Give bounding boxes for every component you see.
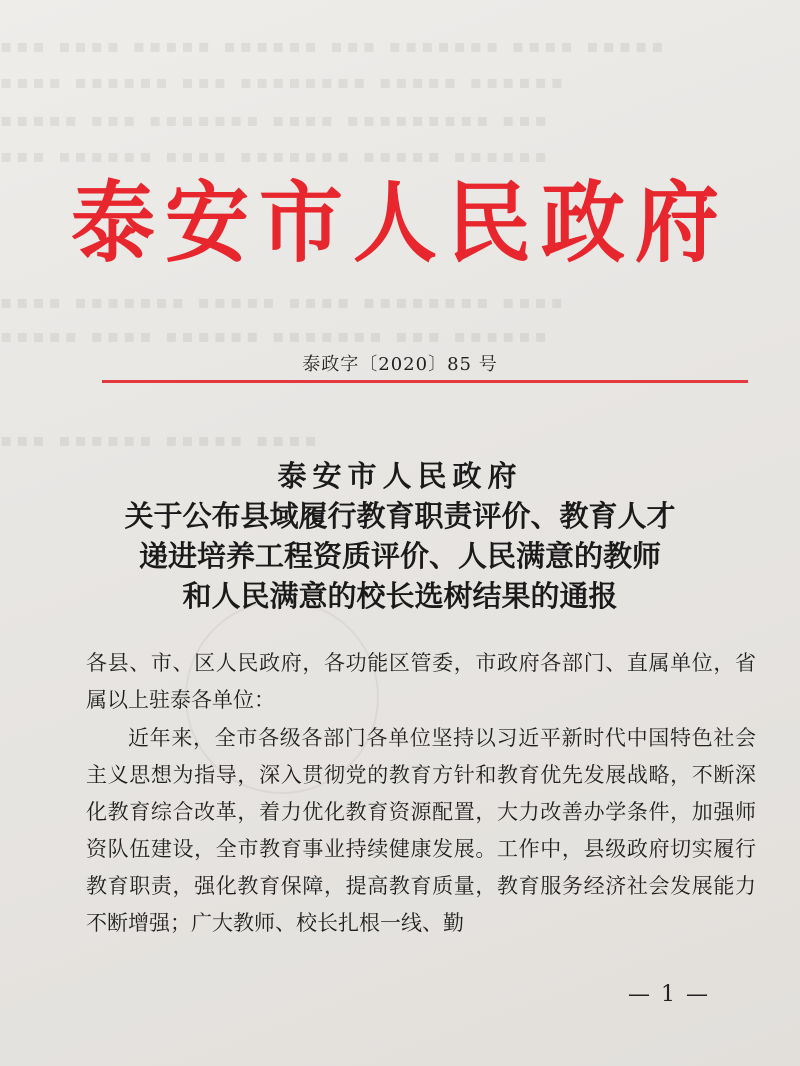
- page-number: — 1 —: [628, 982, 710, 1007]
- document-number: 泰政字〔2020〕85 号: [302, 354, 498, 375]
- issuer-masthead: 泰安市人民政府: [70, 171, 729, 275]
- bleed-through-texture: ▪▪▪ ▪▪▪▪▪▪ ▪▪▪▪▪ ▪▪▪▪: [0, 430, 321, 451]
- bleed-through-texture: ▪▪▪▪ ▪▪▪▪▪▪ ▪▪▪ ▪▪▪▪▪▪▪▪ ▪▪▪▪▪ ▪▪▪▪▪▪: [0, 72, 567, 93]
- bleed-through-texture: ▪▪▪▪▪ ▪▪▪ ▪▪▪▪▪▪▪ ▪▪▪▪ ▪▪▪▪▪▪▪▪▪ ▪▪▪: [0, 110, 551, 131]
- red-separator-rule: [102, 380, 748, 383]
- title-line-2: 关于公布县域履行教育职责评价、教育人才: [124, 499, 676, 533]
- bleed-through-texture: ▪▪▪ ▪▪▪▪▪▪ ▪▪▪▪ ▪▪▪▪▪▪▪ ▪▪▪▪▪ ▪▪▪▪▪▪: [0, 146, 551, 167]
- document-body: [86, 645, 756, 942]
- document-title: [0, 456, 800, 616]
- body-paragraph: 近年来，全市各级各部门各单位坚持以习近平新时代中国特色社会主义思想为指导，深入贯彻党的教育方针和教育优先发展战略，不断深化教育综合改革，着力优化教育资源配置，大力改善办学条件，加强师资队伍建设，全市教育事业持续健康发展。工作中，县级政府切实履行教育职责，强化教育保障，提高教育质量，教育服务经济社会发展能力不断增强；广大教师、校长扎根一线、勤: [86, 726, 756, 935]
- bleed-through-texture: ▪▪▪▪ ▪▪▪▪▪▪▪ ▪▪▪▪▪ ▪▪▪▪ ▪▪▪▪▪▪▪▪ ▪▪▪▪: [0, 292, 567, 313]
- title-line-4: 和人民满意的校长选树结果的通报: [182, 579, 618, 613]
- addressee-line: 各县、市、区人民政府，各功能区管委，市政府各部门、直属单位，省属以上驻泰各单位：: [86, 651, 756, 712]
- bleed-through-texture: ▪▪▪▪▪ ▪▪▪▪ ▪▪▪▪▪▪ ▪▪▪▪▪▪▪ ▪▪▪ ▪▪▪▪▪▪: [0, 326, 551, 347]
- title-line-issuer: 泰安市人民政府: [277, 459, 523, 493]
- title-line-3: 递进培养工程资质评价、人民满意的教师: [138, 539, 661, 573]
- bleed-through-texture: ▪▪▪ ▪▪▪▪ ▪▪▪▪▪ ▪▪▪▪▪▪ ▪▪▪ ▪▪▪▪▪▪▪ ▪▪▪▪ ▪▪▪▪▪: [0, 36, 668, 57]
